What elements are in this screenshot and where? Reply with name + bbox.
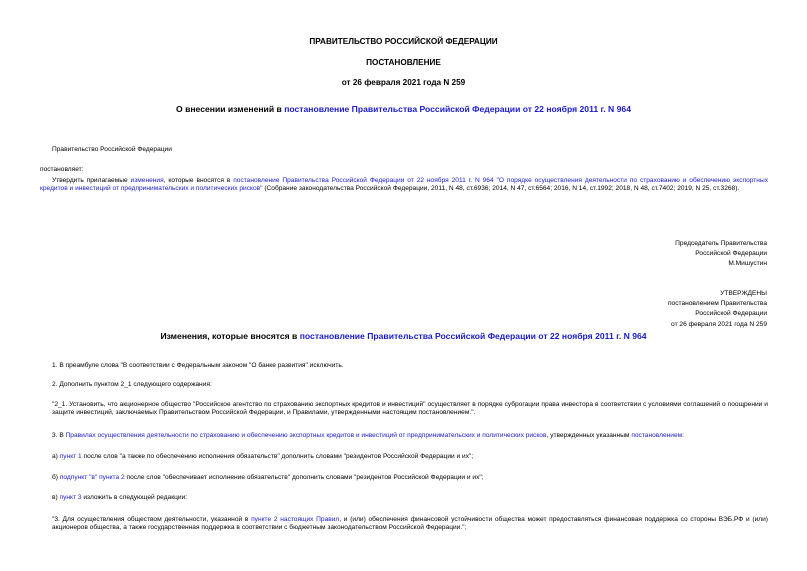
p1-text-c: (Собрание законодательства Российской Федерации, 2011, N 48, ст.6936; 2014, N 47, ст.6564; 2016, N 14, ст.1992; 2018, N 48, ст.7402; 2019, N 25, ст.3268). — [262, 185, 740, 193]
approved-date: от 26 февраля 2021 года N 259 — [671, 320, 767, 328]
signature-block — [675, 240, 767, 269]
subpoint-v-point-2-link[interactable]: подпункт "в" пункта 2 — [59, 474, 125, 481]
approved-by: постановлением Правительства — [667, 300, 767, 308]
p1-text-b: , которые вносятся в — [163, 177, 234, 184]
item-3-text-b: , утвержденных указанным — [546, 432, 632, 439]
subitem-v — [52, 494, 768, 502]
item-3-text-a: 3. В — [52, 432, 66, 439]
document-date-number: от 26 февраля 2021 года N 259 — [341, 78, 466, 87]
resolves-line: постановляет: — [40, 166, 84, 173]
subitem-v-text: изложить в следующей редакции: — [81, 494, 188, 501]
rules-link[interactable]: Правилах осуществления деятельности по страхованию и обеспечению экспортных кредитов и инвестиций от предпринимательских и политических рисков — [65, 432, 547, 439]
heading-prefix: О внесении изменений в — [176, 104, 285, 114]
subitem-a — [52, 453, 768, 461]
changes-heading — [0, 331, 807, 342]
heading2-link[interactable]: постановление Правительства Российской Федерации от 22 ноября 2011 г. N 964 — [299, 331, 647, 341]
signature-position: Председатель Правительства — [675, 240, 767, 247]
point-3-text-b: , и (или) обеспечения финансовой устойчивости общества может предоставляться финансовая поддержка со стороны ВЭБ.РФ и (или) акционеров общества, а также государственная поддержка в соответствии с бюджетным законодательством Российской Федерации."; — [52, 516, 768, 532]
approved-country: Российской Федерации — [695, 310, 767, 318]
subitem-v-prefix: в) — [52, 494, 60, 501]
subitem-b — [52, 474, 768, 482]
point-1-link[interactable]: пункт 1 — [59, 453, 82, 460]
item-3-text-c: : — [682, 432, 685, 439]
heading2-prefix: Изменения, которые вносятся в — [160, 331, 300, 341]
changes-link[interactable]: изменения — [130, 177, 164, 184]
p1-text-a: Утвердить прилагаемые — [52, 177, 131, 184]
subitem-b-text: после слов "обеспечивает исполнение обязательств" дополнить словами "резидентов Российской Федерации и их"; — [124, 474, 484, 481]
item-1: 1. В преамбуле слова "В соответствии с Федеральным законом "О банке развития" исключить. — [52, 362, 344, 369]
subitem-a-text: после слов "а также по обеспечению исполнения обязательств" дополнить словами "резидентов Российской Федерации и их"; — [81, 453, 474, 460]
point-3-link[interactable]: пункт 3 — [59, 494, 82, 501]
approved-title: УТВЕРЖДЕНЫ — [720, 290, 767, 297]
point-3-quote — [52, 516, 768, 532]
item-2-1-quote: "2_1. Установить, что акционерное общество "Российское агентство по страхованию экспортных кредитов и инвестиций" осуществляет в порядке суброгации права инвестора в соответствии с условиями соглашений о поощрении и защите инвестиций, заключаемых Правительством Российской Федерации, и Правилами, утвержденными настоящим постановлением.". — [52, 401, 768, 417]
government-line: Правительство Российской Федерации — [52, 146, 172, 153]
document-type: ПОСТАНОВЛЕНИЕ — [366, 58, 441, 67]
signature-name: М.Мишустин — [728, 260, 767, 268]
document-heading — [0, 104, 807, 115]
subitem-b-prefix: б) — [52, 474, 60, 481]
signature-country: Российской Федерации — [695, 250, 767, 258]
government-title: ПРАВИТЕЛЬСТВО РОССИЙСКОЙ ФЕДЕРАЦИИ — [309, 37, 498, 46]
resolution-link[interactable]: постановлением — [631, 432, 683, 439]
resolution-paragraph — [40, 177, 768, 193]
heading-link[interactable]: постановление Правительства Российской Федерации от 22 ноября 2011 г. N 964 — [284, 104, 631, 114]
point-2-rules-link[interactable]: пункте 2 настоящих Правил — [251, 516, 340, 523]
item-3 — [52, 432, 768, 440]
resolution-964-link[interactable]: постановление Правительства Российской Федерации от 22 ноября 2011 г. N 964 "О порядке осуществления деятельности по страхованию и обеспечению экспортных кредитов и инвестиций от предпринимательских и политических рисков" — [40, 177, 768, 193]
point-3-text-a: "3. Для осуществления обществом деятельности, указанной в — [52, 516, 252, 523]
approved-block — [668, 290, 767, 329]
subitem-a-prefix: а) — [52, 453, 60, 460]
item-2: 2. Дополнить пунктом 2_1 следующего содержания: — [52, 381, 212, 388]
